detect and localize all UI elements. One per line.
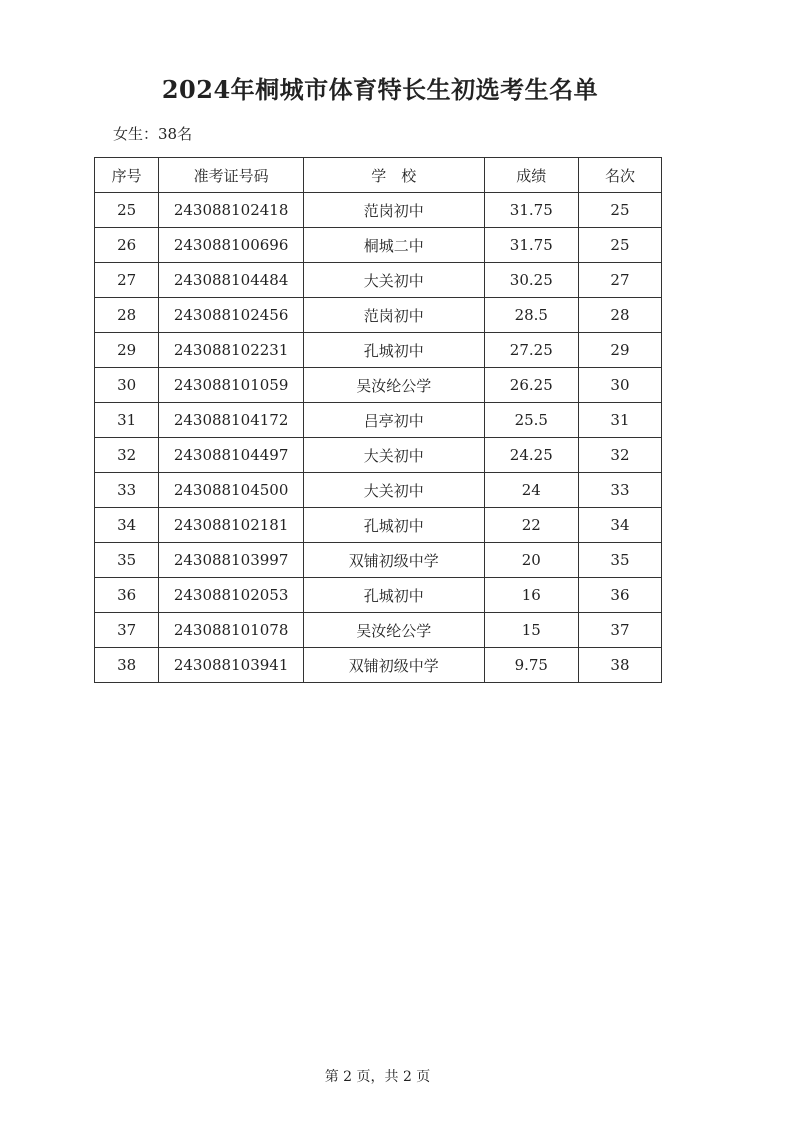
- cell-score: 31.75: [484, 193, 578, 228]
- cell-serial: 32: [95, 438, 159, 473]
- cell-exam-id: 243088103941: [159, 648, 304, 683]
- cell-school: 双铺初级中学: [303, 543, 484, 578]
- header-rank: 名次: [578, 158, 661, 193]
- table-header-row: [95, 158, 662, 193]
- cell-school: 孔城初中: [303, 508, 484, 543]
- header-score: 成绩: [484, 158, 578, 193]
- table-row: [95, 333, 662, 368]
- cell-exam-id: 243088104500: [159, 473, 304, 508]
- table-row: [95, 263, 662, 298]
- cell-rank: 34: [578, 508, 661, 543]
- table-row: [95, 613, 662, 648]
- cell-serial: 37: [95, 613, 159, 648]
- table-row: [95, 438, 662, 473]
- cell-school: 孔城初中: [303, 333, 484, 368]
- cell-rank: 31: [578, 403, 661, 438]
- table-row: [95, 508, 662, 543]
- cell-rank: 36: [578, 578, 661, 613]
- cell-exam-id: 243088102231: [159, 333, 304, 368]
- cell-score: 16: [484, 578, 578, 613]
- cell-serial: 38: [95, 648, 159, 683]
- table-row: [95, 473, 662, 508]
- cell-serial: 29: [95, 333, 159, 368]
- cell-score: 22: [484, 508, 578, 543]
- cell-rank: 38: [578, 648, 661, 683]
- table-row: [95, 578, 662, 613]
- table-row: [95, 298, 662, 333]
- cell-serial: 27: [95, 263, 159, 298]
- cell-exam-id: 243088101059: [159, 368, 304, 403]
- female-count-label: 女生：38名: [113, 125, 193, 143]
- cell-rank: 29: [578, 333, 661, 368]
- table-row: [95, 228, 662, 263]
- header-serial: 序号: [95, 158, 159, 193]
- table-row: [95, 368, 662, 403]
- cell-serial: 36: [95, 578, 159, 613]
- cell-school: 大关初中: [303, 263, 484, 298]
- cell-score: 15: [484, 613, 578, 648]
- cell-school: 吴汝纶公学: [303, 613, 484, 648]
- cell-school: 吕亭初中: [303, 403, 484, 438]
- cell-school: 范岗初中: [303, 193, 484, 228]
- table-row: [95, 543, 662, 578]
- cell-rank: 28: [578, 298, 661, 333]
- header-school: 学 校: [303, 158, 484, 193]
- page-footer: 第 2 页，共 2 页: [324, 1069, 431, 1085]
- cell-serial: 26: [95, 228, 159, 263]
- cell-exam-id: 243088104172: [159, 403, 304, 438]
- cell-exam-id: 243088102456: [159, 298, 304, 333]
- cell-score: 27.25: [484, 333, 578, 368]
- cell-school: 吴汝纶公学: [303, 368, 484, 403]
- cell-rank: 25: [578, 228, 661, 263]
- cell-exam-id: 243088100696: [159, 228, 304, 263]
- cell-score: 30.25: [484, 263, 578, 298]
- cell-school: 大关初中: [303, 438, 484, 473]
- cell-exam-id: 243088102181: [159, 508, 304, 543]
- cell-score: 25.5: [484, 403, 578, 438]
- cell-school: 双铺初级中学: [303, 648, 484, 683]
- cell-exam-id: 243088104497: [159, 438, 304, 473]
- cell-serial: 31: [95, 403, 159, 438]
- page-title: 2024年桐城市体育特长生初选考生名单: [161, 75, 599, 104]
- cell-serial: 33: [95, 473, 159, 508]
- cell-serial: 25: [95, 193, 159, 228]
- cell-serial: 28: [95, 298, 159, 333]
- cell-score: 31.75: [484, 228, 578, 263]
- cell-score: 24.25: [484, 438, 578, 473]
- cell-rank: 37: [578, 613, 661, 648]
- cell-exam-id: 243088101078: [159, 613, 304, 648]
- cell-serial: 34: [95, 508, 159, 543]
- cell-score: 20: [484, 543, 578, 578]
- cell-score: 24: [484, 473, 578, 508]
- cell-school: 范岗初中: [303, 298, 484, 333]
- cell-score: 9.75: [484, 648, 578, 683]
- cell-exam-id: 243088103997: [159, 543, 304, 578]
- cell-score: 26.25: [484, 368, 578, 403]
- cell-rank: 33: [578, 473, 661, 508]
- candidate-table: [94, 157, 662, 683]
- cell-rank: 27: [578, 263, 661, 298]
- header-exam-id: 准考证号码: [159, 158, 304, 193]
- cell-rank: 32: [578, 438, 661, 473]
- cell-school: 孔城初中: [303, 578, 484, 613]
- cell-exam-id: 243088102418: [159, 193, 304, 228]
- cell-school: 大关初中: [303, 473, 484, 508]
- cell-score: 28.5: [484, 298, 578, 333]
- cell-rank: 25: [578, 193, 661, 228]
- table-row: [95, 403, 662, 438]
- cell-serial: 35: [95, 543, 159, 578]
- cell-exam-id: 243088104484: [159, 263, 304, 298]
- table-row: [95, 193, 662, 228]
- cell-school: 桐城二中: [303, 228, 484, 263]
- cell-exam-id: 243088102053: [159, 578, 304, 613]
- cell-serial: 30: [95, 368, 159, 403]
- cell-rank: 30: [578, 368, 661, 403]
- table-row: [95, 648, 662, 683]
- cell-rank: 35: [578, 543, 661, 578]
- table-body: [95, 193, 662, 683]
